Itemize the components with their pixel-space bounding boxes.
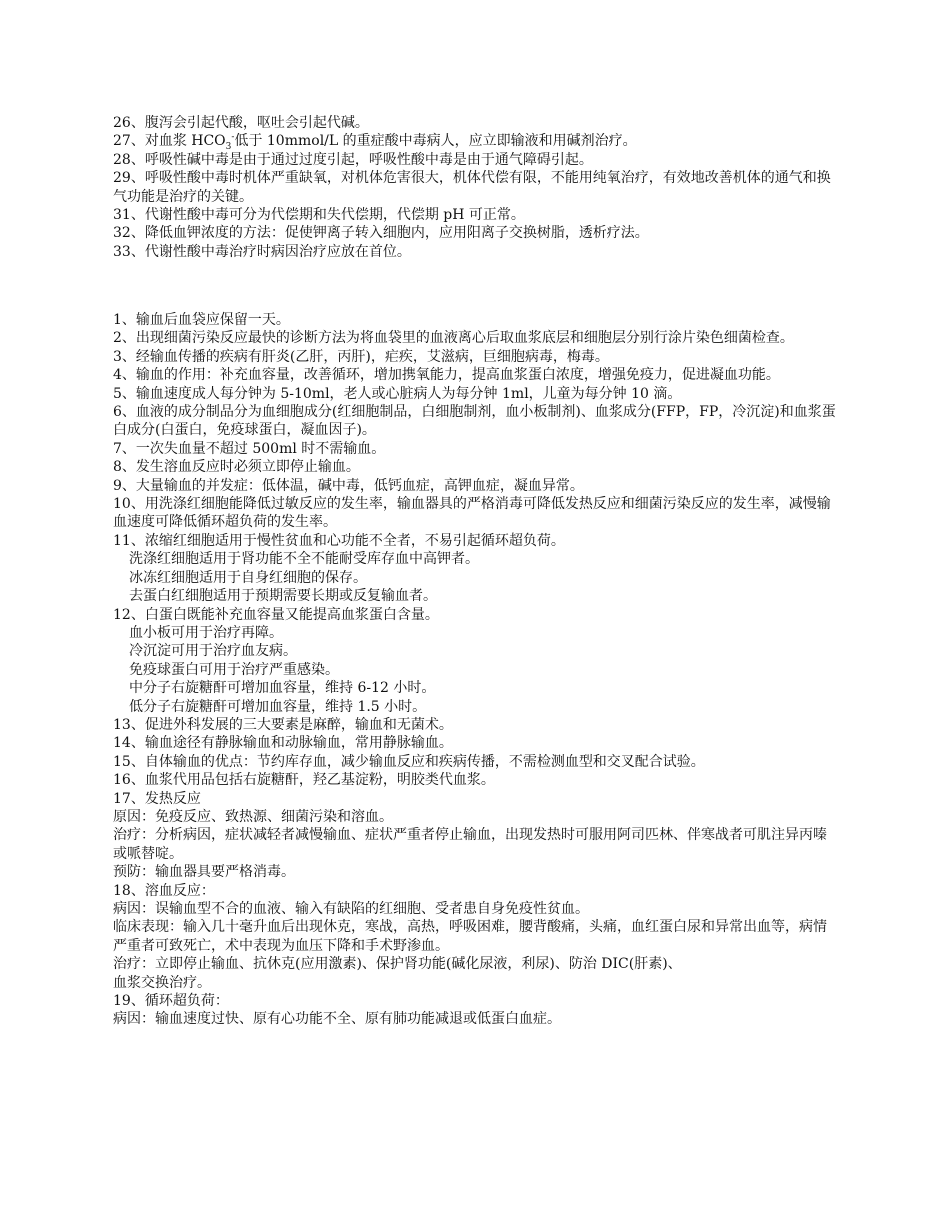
note-28: 28、呼吸性碱中毒是由于通过过度引起，呼吸性酸中毒是由于通气障碍引起。	[113, 151, 593, 168]
note-18-treatment-cont: 血浆交换治疗。	[113, 974, 211, 991]
note-11: 11、浓缩红细胞适用于慢性贫血和心功能不全者，不易引起循环超负荷。	[113, 532, 565, 549]
note-8: 8、发生溶血反应时必须立即停止输血。	[113, 459, 360, 476]
acid-base-notes	[113, 114, 840, 261]
note-1: 1、输血后血袋应保留一天。	[113, 312, 290, 328]
note-11-washed: 洗涤红细胞适用于肾功能不全不能耐受库存血中高钾者。	[129, 551, 479, 568]
note-19-heading: 19、循环超负荷：	[113, 993, 229, 1010]
note-2: 2、出现细菌污染反应最快的诊断方法为将血袋里的血液离心后取血浆底层和细胞层分别行涂片染色细菌检查。	[113, 330, 794, 347]
transfusion-notes	[113, 311, 840, 1029]
note-12-immunoglobulin: 免疫球蛋白可用于治疗严重感染。	[129, 661, 339, 678]
note-12: 12、白蛋白既能补充血容量又能提高血浆蛋白含量。	[113, 606, 439, 623]
note-17-cause: 原因：免疫反应、致热源、细菌污染和溶血。	[113, 808, 393, 825]
note-17-prevention: 预防：输血器具要严格消毒。	[113, 864, 295, 881]
note-10: 10、用洗涤红细胞能降低过敏反应的发生率，输血器具的严格消毒可降低发热反应和细菌污染反应的发生率，减慢输血速度可降低循环超负荷的发生率。	[113, 496, 831, 531]
note-12-cryo: 冷沉淀可用于治疗血友病。	[129, 643, 297, 660]
note-7: 7、一次失血量不超过 500ml 时不需输血。	[113, 440, 386, 457]
note-31: 31、代谢性酸中毒可分为代偿期和失代偿期，代偿期 pH 可正常。	[113, 207, 525, 224]
note-3: 3、经输血传播的疾病有肝炎(乙肝，丙肝)，疟疾，艾滋病，巨细胞病毒，梅毒。	[113, 348, 609, 365]
note-4: 4、输血的作用：补充血容量，改善循环，增加携氧能力，提高血浆蛋白浓度，增强免疫力，促进凝血功能。	[113, 367, 780, 384]
note-18-clinical: 临床表现：输入几十毫升血后出现休克，寒战，高热，呼吸困难，腰背酸痛，头痛，血红蛋白尿和异常出血等，病情严重者可致死亡，术中表现为血压下降和手术野渗血。	[113, 919, 827, 954]
note-15: 15、自体输血的优点：节约库存血，减少输血反应和疾病传播，不需检测血型和交叉配合试验。	[113, 753, 705, 770]
note-9: 9、大量输血的并发症：低体温，碱中毒，低钙血症，高钾血症，凝血异常。	[113, 477, 584, 494]
note-12-platelet: 血小板可用于治疗再障。	[129, 624, 283, 641]
note-12-low-dextran: 低分子右旋糖酐可增加血容量，维持 1.5 小时。	[129, 698, 427, 715]
note-18-heading: 18、溶血反应：	[113, 882, 215, 899]
note-17-heading: 17、发热反应	[113, 790, 201, 807]
note-11-frozen: 冰冻红细胞适用于自身红细胞的保存。	[129, 569, 367, 586]
note-11-deproteinized: 去蛋白红细胞适用于预期需要长期或反复输血者。	[129, 588, 437, 605]
note-16: 16、血浆代用品包括右旋糖酐，羟乙基淀粉，明胶类代血浆。	[113, 772, 495, 789]
note-33: 33、代谢性酸中毒治疗时病因治疗应放在首位。	[113, 243, 411, 260]
note-17-treatment: 治疗：分析病因，症状减轻者减慢输血、症状严重者停止输血，出现发热时可服用阿司匹林、伴寒战者可肌注异丙嗪或哌替啶。	[113, 827, 827, 862]
note-29: 29、呼吸性酸中毒时机体严重缺氧，对机体危害很大，机体代偿有限，不能用纯氧治疗，有效地改善机体的通气和换气功能是治疗的关键。	[113, 170, 831, 205]
note-18-cause: 病因：误输血型不合的血液、输入有缺陷的红细胞、受者患自身免疫性贫血。	[113, 901, 589, 917]
note-6: 6、血液的成分制品分为血细胞成分(红细胞制品，白细胞制剂，血小板制剂)、血浆成分(FFP，FP，冷沉淀)和血浆蛋白成分(白蛋白，免疫球蛋白，凝血因子)。	[113, 404, 836, 439]
note-12-medium-dextran: 中分子右旋糖酐可增加血容量，维持 6-12 小时。	[129, 680, 436, 697]
note-13: 13、促进外科发展的三大要素是麻醉，输血和无菌术。	[113, 716, 453, 733]
note-19-cause: 病因：输血速度过快、原有心功能不全、原有肺功能减退或低蛋白血症。	[113, 1011, 561, 1028]
note-26: 26、腹泻会引起代酸，呕吐会引起代碱。	[113, 115, 369, 131]
note-18-treatment: 治疗：立即停止输血、抗休克(应用激素)、保护肾功能(碱化尿液，利尿)、防治 DIC(肝素)、	[113, 956, 682, 973]
note-5: 5、输血速度成人每分钟为 5-10ml，老人或心脏病人为每分钟 1ml，儿童为每分钟 10 滴。	[113, 385, 682, 402]
note-32: 32、降低血钾浓度的方法：促使钾离子转入细胞内，应用阳离子交换树脂，透析疗法。	[113, 225, 649, 242]
note-27: 27、对血浆 $HCO_3^-$低于 10mmol/L 的重症酸中毒病人，应立即输液和用碱剂治疗。	[113, 132, 637, 153]
note-14: 14、输血途径有静脉输血和动脉输血，常用静脉输血。	[113, 735, 453, 752]
